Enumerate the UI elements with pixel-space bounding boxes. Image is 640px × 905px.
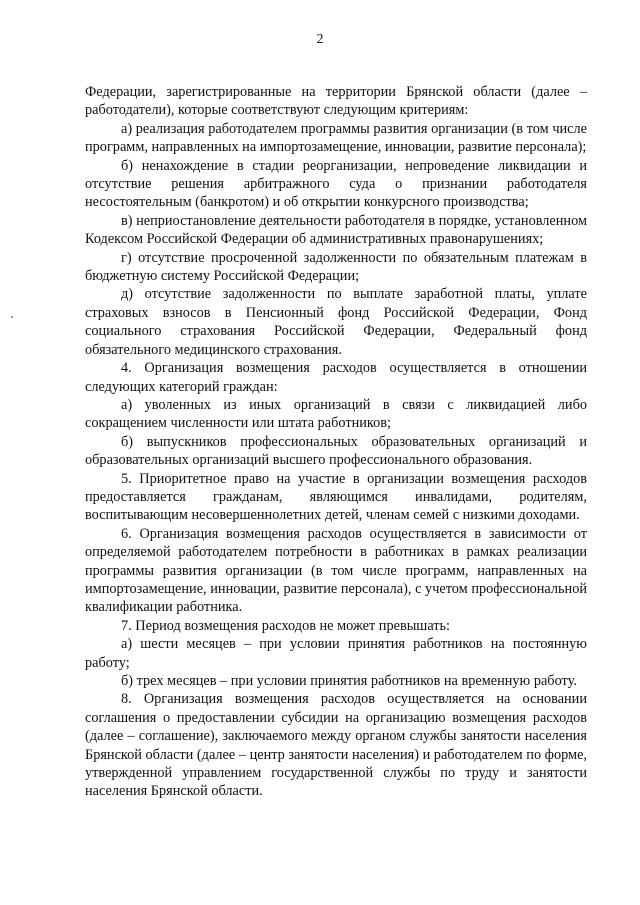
clause-4: 4. Организация возмещения расходов осуществляется в отношении следующих категорий граждан: [85, 360, 587, 395]
paragraph-continuation: Федерации, зарегистрированные на территории Брянской области (далее – работодатели), которые соответствуют следующим критериям: [85, 84, 587, 119]
clause-8: 8. Организация возмещения расходов осуществляется на основании соглашения о предоставлении субсидии на организацию возмещения расходов (далее – соглашение), заключаемого между органом службы занятости населения Брянской области (далее – центр занятости населения) и работодателем по форме, утвержденной управлением государственной службы по труду и занятости населения Брянской области. [85, 691, 587, 800]
clause-7-item-a: а) шести месяцев – при условии принятия работников на постоянную работу; [85, 636, 587, 671]
clause-7: 7. Период возмещения расходов не может превышать: [121, 617, 451, 634]
clause-5: 5. Приоритетное право на участие в организации возмещения расходов предоставляется гражданам, являющимся инвалидами, родителям, воспитывающим несовершеннолетних детей, членам семей с низкими доходами. [85, 470, 587, 524]
clause-4-item-a: а) уволенных из иных организаций в связи с ликвидацией либо сокращением численности или штата работников; [85, 396, 587, 432]
clause-4-item-b: б) выпускников профессиональных образовательных организаций и образовательных организаций высшего профессионального образования. [85, 433, 587, 469]
criterion-b: б) ненахождение в стадии реорганизации, непроведение ликвидации и отсутствие решения арбитражного суда о признании работодателя несостоятельным (банкротом) и об открытии конкурсного производства; [85, 157, 587, 211]
clause-7-item-b: б) трех месяцев – при условии принятия работников на временную работу. [121, 673, 577, 689]
margin-mark [11, 316, 13, 318]
document-body [85, 83, 587, 801]
criterion-g: г) отсутствие просроченной задолженности по обязательным платежам в бюджетную систему Российской Федерации; [85, 249, 587, 285]
criterion-v: в) неприостановление деятельности работодателя в порядке, установленном Кодексом Российской Федерации об административных правонарушениях; [85, 212, 587, 248]
criterion-a: а) реализация работодателем программы развития организации (в том числе программ, направленных на импортозамещение, инновации, развитие персонала); [85, 120, 587, 156]
clause-6: 6. Организация возмещения расходов осуществляется в зависимости от определяемой работодателем потребности в работниках в рамках реализации программы развития организации (в том числе программ, направленных на импортозамещение, инновации, развитие персонала), с учетом профессиональной квалификации работника. [85, 525, 587, 616]
criterion-d: д) отсутствие задолженности по выплате заработной платы, уплате страховых взносов в Пенсионный фонд Российской Федерации, Фонд социального страхования Российской Федерации, Федеральный фонд обязательного медицинского страхования. [85, 286, 587, 358]
page-number: 2 [316, 32, 324, 47]
